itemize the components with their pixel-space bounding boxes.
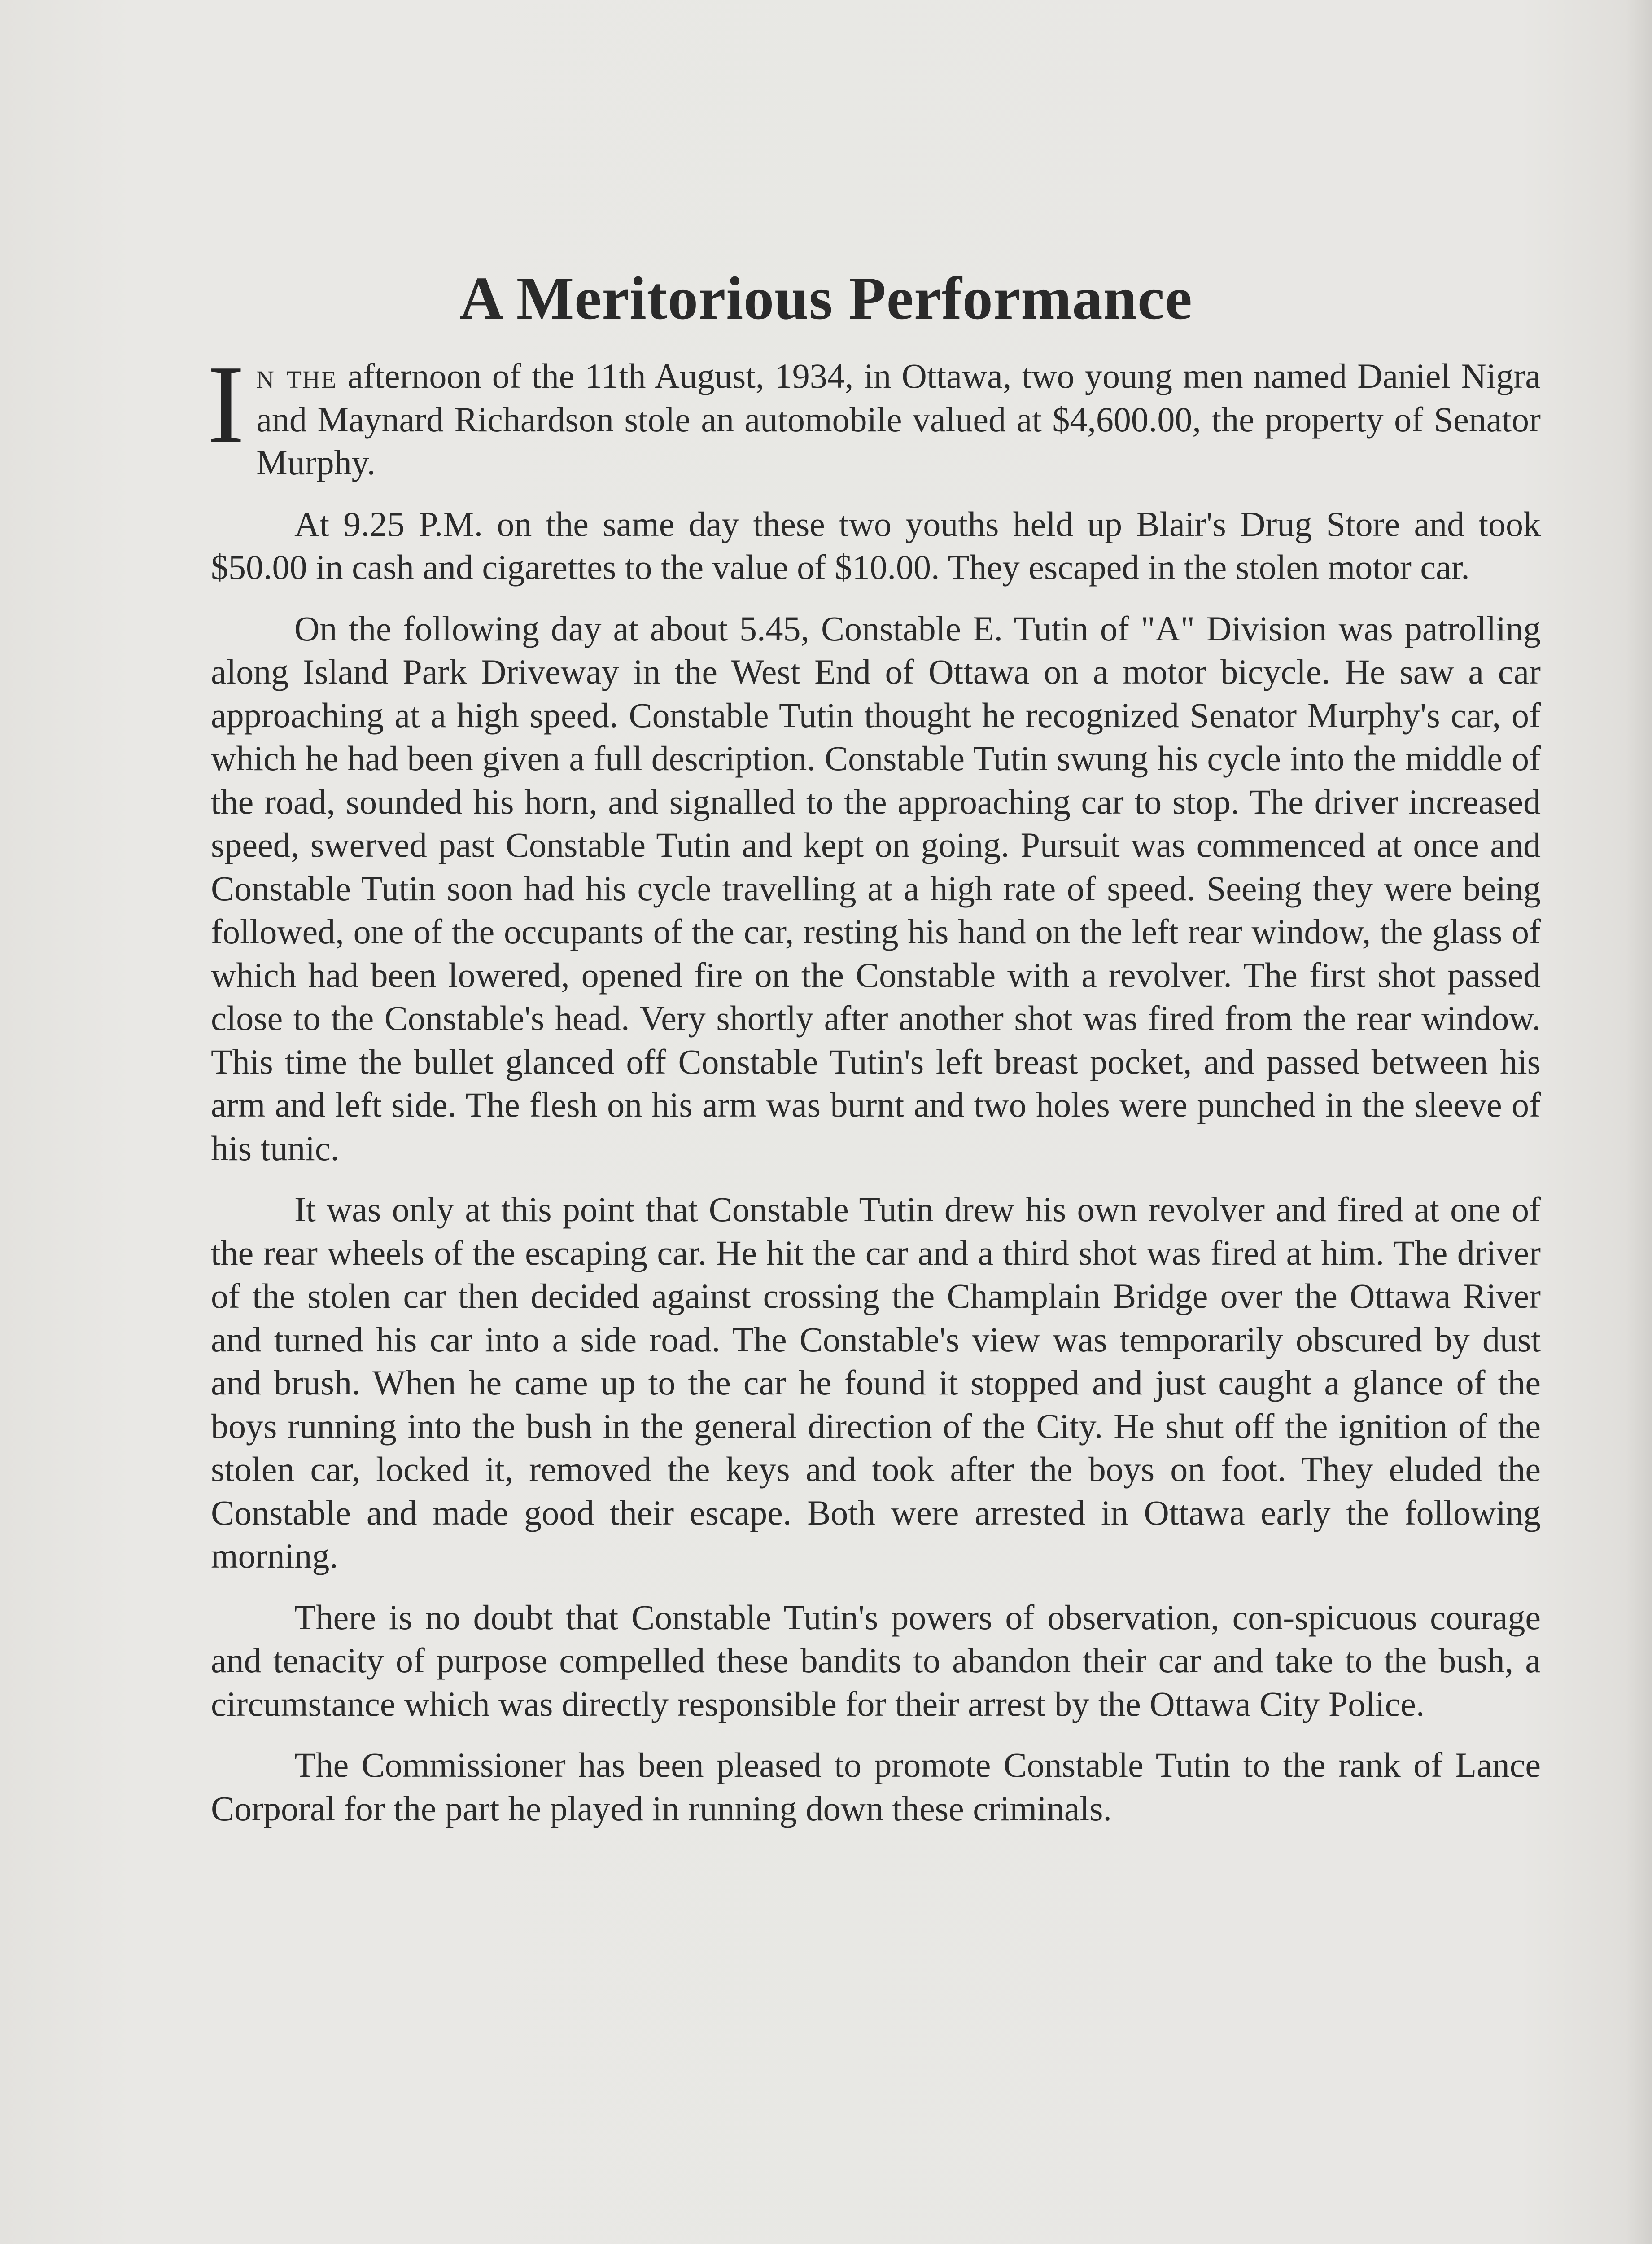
paragraph-2: At 9.25 P.M. on the same day these two youths held up Blair's Drug Store and took $50.00 in cash and cigarettes to the value of $10.00. They escaped in the stolen motor car. [211, 504, 1541, 587]
page-edge-shadow [1625, 0, 1652, 2244]
paragraph-6: The Commissioner has been pleased to promote Constable Tutin to the rank of Lance Corporal for the part he played in running down these criminals. [211, 1745, 1541, 1828]
lead-in-small-caps: n the [256, 356, 337, 395]
paragraph-4: It was only at this point that Constable Tutin drew his own revolver and fired at one of the rear wheels of the escaping car. He hit the car and a third shot was fired at him. The driver of the stolen car then decided against crossing the Champlain Bridge over the Ottawa River and turned his car into a side road. The Constable's view was temporarily obscured by dust and brush. When he came up to the car he found it stopped and just caught a glance of the boys running into the bush in the general direction of the City. He shut off the ignition of the stolen car, locked it, removed the keys and took after the boys on foot. They eluded the Constable and made good their escape. Both were arrested in Ottawa early the following morning. [211, 1190, 1541, 1575]
paragraph-5: There is no doubt that Constable Tutin's powers of observation, con-spicuous courage and tenacity of purpose compelled these bandits to abandon their car and take to the bush, a circumstance which was directly responsible for their arrest by the Ottawa City Police. [211, 1597, 1541, 1723]
paragraph-3: On the following day at about 5.45, Constable E. Tutin of "A" Division was patrolling along Island Park Driveway in the West End of Ottawa on a motor bicycle. He saw a car approaching at a high speed. Constable Tutin thought he recognized Senator Murphy's car, of which he had been given a full description. Constable Tutin swung his cycle into the middle of the road, sounded his horn, and signalled to the approaching car to stop. The driver increased speed, swerved past Constable Tutin and kept on going. Pursuit was commenced at once and Constable Tutin soon had his cycle travelling at a high rate of speed. Seeing they were being followed, one of the occupants of the car, resting his hand on the left rear window, the glass of which had been lowered, opened fire on the Constable with a revolver. The first shot passed close to the Constable's head. Very shortly after another shot was fired from the rear window. This time the bullet glanced off Constable Tutin's left breast pocket, and passed between his arm and left side. The flesh on his arm was burnt and two holes were punched in the sleeve of his tunic. [211, 609, 1541, 1168]
article-title: A Meritorious Performance [459, 265, 1193, 332]
paragraph-1 [207, 342, 1541, 485]
drop-cap: I [207, 342, 245, 467]
article-body [207, 342, 1541, 1848]
paragraph-1-text: afternoon of the 11th August, 1934, in Ottawa, two young men named Daniel Nigra and Maynard Richardson stole an automobile valued at $4,600.00, the property of Senator Murphy. [256, 356, 1541, 482]
